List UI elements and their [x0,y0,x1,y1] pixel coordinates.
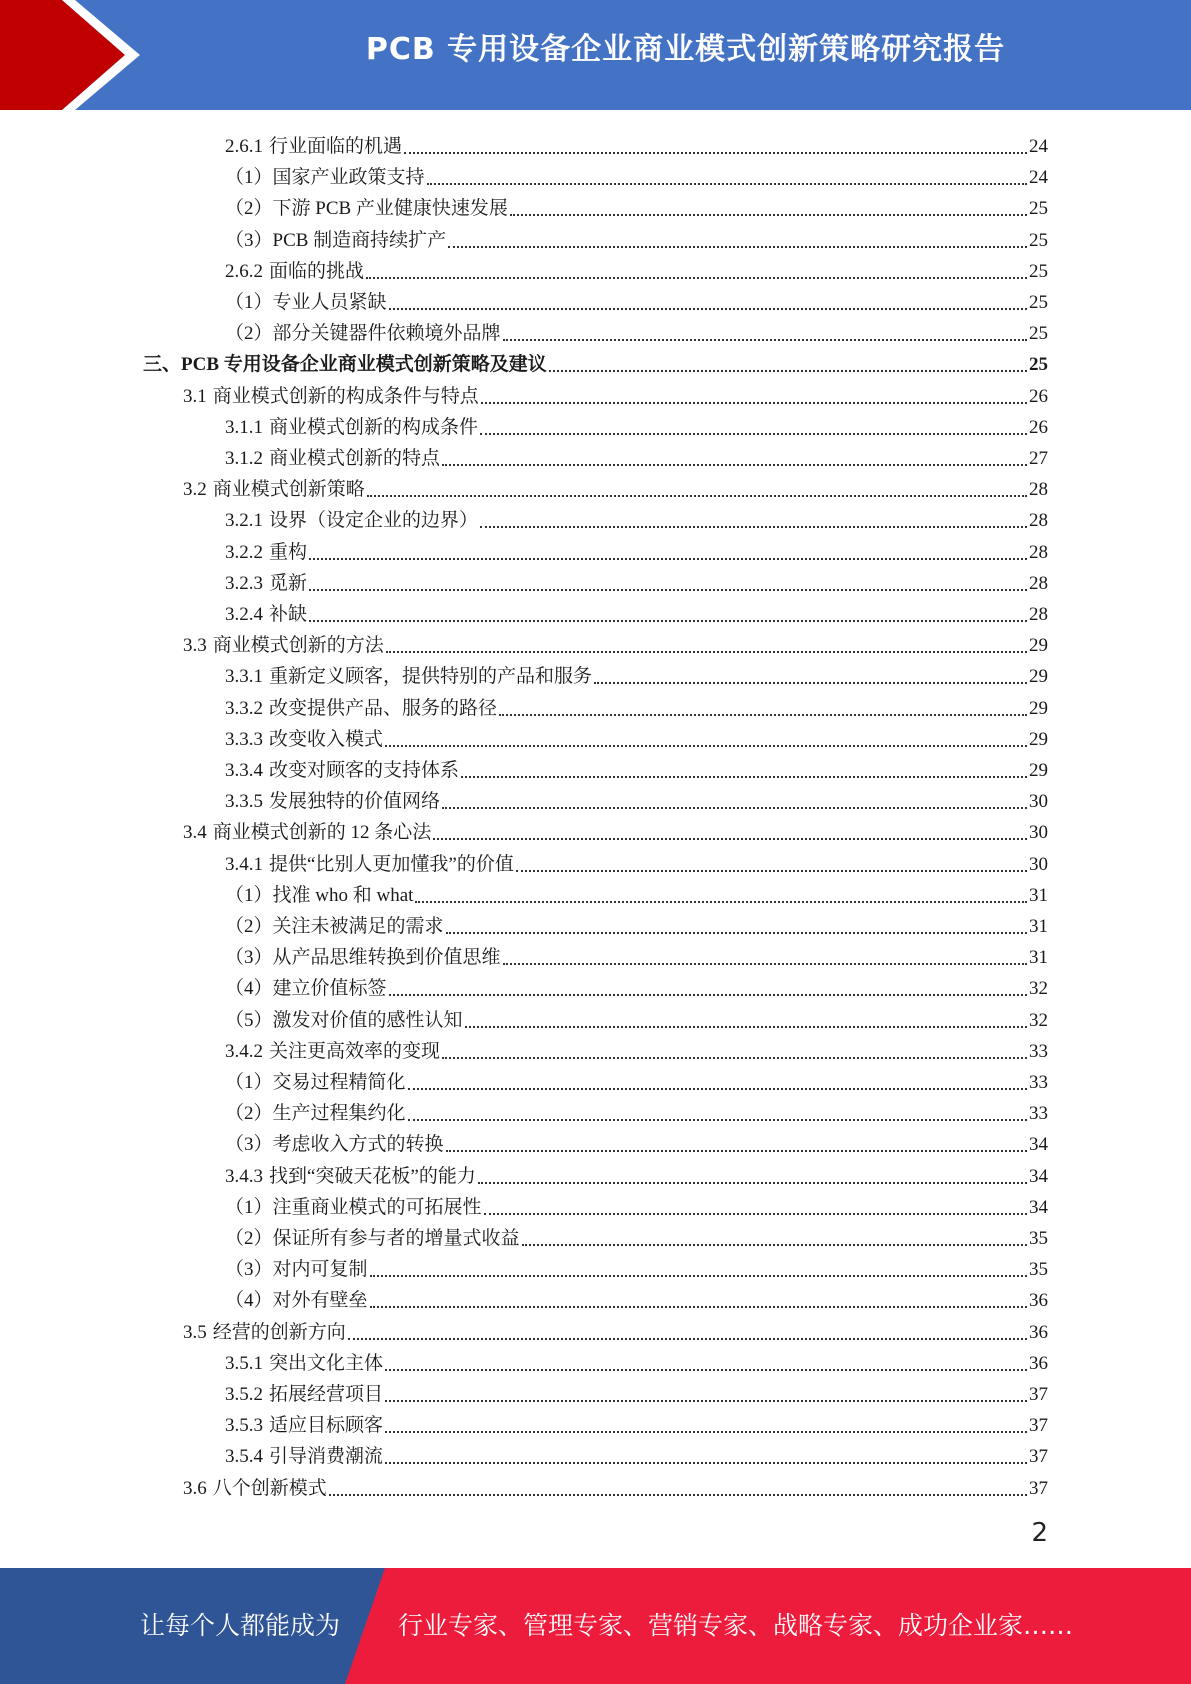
toc-entry-label: 找到“突破天花板”的能力 [269,1165,476,1187]
toc-entry-label: 补缺 [269,604,308,625]
toc-entry[interactable] [225,908,1048,939]
toc-entry[interactable] [225,1064,1048,1095]
toc-page-number: 24 [1029,167,1048,189]
toc-entry-number: 三、 [143,354,182,376]
page-number: 2 [1031,1518,1048,1548]
toc-entry-label: 觅新 [269,572,308,594]
toc-page-number: 36 [1029,1352,1048,1374]
toc-page-number: 37 [1029,1477,1048,1499]
footer-slogan-left: 让每个人都能成为 [140,1611,341,1640]
toc-page-number: 25 [1029,198,1048,220]
toc-entry-title [225,260,364,284]
toc-dot-leader [389,308,1027,310]
toc-page-number: 34 [1029,1196,1048,1218]
toc-entry[interactable] [225,970,1048,1001]
toc-entry[interactable] [183,378,1048,409]
toc-dot-leader [385,1400,1027,1402]
toc-entry[interactable] [225,1158,1048,1189]
toc-entry-number: （4） [225,978,273,1000]
toc-dot-leader [465,1026,1027,1028]
toc-entry-label: 商业模式创新策略 [212,479,365,501]
toc-page-number: 29 [1029,760,1048,781]
toc-entry-number: 3.4.1 [225,853,263,875]
toc-dot-leader [446,1150,1027,1152]
toc-entry-label: 下游 PCB 产业健康快速发展 [272,198,508,220]
toc-entry[interactable] [183,1470,1048,1501]
toc-entry[interactable] [225,721,1048,752]
toc-entry[interactable] [225,1282,1048,1313]
toc-entry[interactable] [225,1220,1048,1251]
toc-entry-label: 适应目标顾客 [269,1415,384,1437]
toc-entry[interactable] [225,752,1048,783]
toc-entry-title [225,1352,383,1376]
toc-entry-number: 3.3.4 [225,760,263,781]
toc-entry-label: 改变收入模式 [269,728,384,750]
toc-dot-leader [442,464,1027,466]
header-arrow-decoration [0,0,160,110]
toc-dot-leader [448,246,1027,248]
toc-entry-title [225,1071,406,1095]
document-title: PCB 专用设备企业商业模式创新策略研究报告 [365,32,1006,67]
toc-dot-leader [348,1338,1027,1340]
toc-entry-title [225,946,501,970]
toc-entry-label: 对内可复制 [272,1259,368,1281]
toc-entry-number: 3.5.3 [225,1415,263,1437]
toc-entry-label: 商业模式创新的构成条件与特点 [212,385,479,407]
toc-entry-label: 找准 who 和 what [272,884,414,906]
toc-entry-label: PCB 专用设备企业商业模式创新策略及建议 [181,354,547,376]
toc-entry-number: 3.4 [183,822,207,844]
toc-entry-label: 重新定义顾客，提供特别的产品和服务 [269,666,593,688]
toc-entry-number: （3） [225,947,273,969]
toc-entry[interactable] [225,1376,1048,1407]
toc-entry-label: 设界（设定企业的边界） [269,510,479,532]
toc-page-number: 32 [1029,978,1048,1000]
toc-entry-label: 改变对顾客的支持体系 [269,760,460,781]
toc-page-number: 33 [1029,1040,1048,1062]
toc-dot-leader [367,495,1027,497]
toc-entry-title [225,1414,383,1438]
toc-entry-title [225,728,383,752]
toc-entry-title [183,821,431,845]
toc-page-number: 30 [1029,853,1048,875]
footer-slogan-right: 行业专家、管理专家、营销专家、战略专家、成功企业家…… [398,1611,1074,1640]
toc-page-number: 34 [1029,1134,1048,1156]
toc-dot-leader [389,994,1027,996]
toc-page-number: 28 [1029,541,1048,563]
toc-dot-leader [386,651,1027,653]
toc-entry-title [225,291,387,315]
toc-dot-leader [370,1306,1027,1308]
toc-entry-number: 3.2.2 [225,541,263,563]
toc-dot-leader [366,277,1027,279]
toc-entry[interactable] [225,939,1048,970]
toc-dot-leader [385,1369,1027,1371]
toc-entry-label: 引导消费潮流 [269,1446,384,1468]
toc-entry-number: （1） [225,292,273,313]
toc-entry-title [225,1445,383,1469]
toc-entry-label: 商业模式创新的 12 条心法 [212,822,432,844]
toc-entry-number: 3.2 [183,479,207,501]
toc-entry-label: 商业模式创新的特点 [269,448,441,469]
toc-dot-leader [329,1494,1027,1496]
toc-entry-title [225,166,425,190]
toc-page-number: 34 [1029,1165,1048,1187]
toc-entry-number: 3.1 [183,385,207,407]
toc-entry[interactable] [225,783,1048,814]
toc-entry-title [225,884,413,908]
toc-entry-title [225,665,592,689]
toc-entry-number: （3） [225,1259,273,1281]
toc-dot-leader [442,807,1027,809]
toc-entry-number: 3.3.1 [225,666,263,688]
toc-entry-title [225,1040,440,1064]
toc-dot-leader [385,1431,1027,1433]
toc-entry-title [225,1196,482,1220]
toc-entry-number: （1） [225,1072,273,1093]
toc-page-number: 31 [1029,916,1048,937]
toc-entry-title [225,1009,463,1033]
toc-entry-number: 3.3.2 [225,697,263,719]
toc-entry[interactable] [225,596,1048,627]
toc-page-number: 28 [1029,479,1048,501]
toc-entry[interactable] [225,1095,1048,1126]
toc-dot-leader [499,714,1027,716]
toc-page-number: 31 [1029,884,1048,906]
toc-entry[interactable] [225,253,1048,284]
toc-page-number: 33 [1029,1072,1048,1093]
toc-dot-leader [522,1244,1027,1246]
toc-entry[interactable] [225,1126,1048,1157]
toc-dot-leader [385,745,1027,747]
toc-page-number: 27 [1029,448,1048,469]
toc-entry-number: （3） [225,1134,273,1156]
toc-entry-label: 商业模式创新的方法 [212,635,384,657]
toc-page-number: 26 [1029,385,1048,407]
toc-dot-leader [503,339,1027,341]
toc-entry-number: 3.2.3 [225,572,263,594]
toc-page-number: 33 [1029,1103,1048,1125]
toc-entry-title [225,447,440,471]
toc-page-number: 24 [1029,136,1048,157]
toc-page-number: 29 [1029,666,1048,688]
toc-entry-label: 部分关键器件依赖境外品牌 [272,323,501,345]
toc-entry[interactable] [183,1314,1048,1345]
toc-entry-number: 3.3 [183,635,207,657]
toc-dot-leader [309,620,1027,622]
toc-entry-label: 国家产业政策支持 [272,167,425,189]
toc-entry-number: （1） [225,1196,273,1218]
toc-page-number: 35 [1029,1259,1048,1281]
toc-entry-label: 生产过程集约化 [272,1103,406,1125]
toc-dot-leader [510,214,1027,216]
toc-entry-label: 考虑收入方式的转换 [272,1134,444,1156]
toc-entry-label: 注重商业模式的可拓展性 [272,1196,482,1218]
toc-entry-number: 3.3.5 [225,791,263,813]
toc-entry[interactable] [225,502,1048,533]
toc-page-number: 36 [1029,1321,1048,1343]
toc-page-number: 29 [1029,728,1048,750]
toc-dot-leader [446,932,1027,934]
toc-entry-label: 保证所有参与者的增量式收益 [272,1228,520,1249]
toc-entry-label: 关注未被满足的需求 [272,916,444,937]
toc-entry[interactable] [225,284,1048,315]
toc-entry-title [183,1321,346,1345]
toc-entry-number: （2） [225,198,273,220]
toc-entry-label: 商业模式创新的构成条件 [269,416,479,438]
toc-dot-leader [427,183,1027,185]
toc-dot-leader [478,1182,1027,1184]
toc-entry-number: 3.2.4 [225,604,263,625]
toc-entry-title [225,759,459,783]
toc-page-number: 30 [1029,791,1048,813]
toc-dot-leader [549,370,1027,372]
toc-entry-title [225,1133,444,1157]
toc-entry[interactable] [183,627,1048,658]
toc-entry-number: （1） [225,167,273,189]
toc-entry[interactable] [225,222,1048,253]
toc-entry-title [225,1258,368,1282]
toc-entry-title [225,603,307,627]
toc-entry-number: 3.5.1 [225,1352,263,1374]
toc-entry-number: （4） [225,1290,273,1312]
toc-entry[interactable] [143,346,1048,377]
toc-entry-title [225,977,387,1001]
toc-dot-leader [480,433,1027,435]
toc-page-number: 25 [1029,229,1048,251]
toc-entry[interactable] [183,814,1048,845]
toc-entry-title [225,1102,406,1126]
toc-entry-label: 面临的挑战 [269,260,365,282]
toc-entry-title [225,1227,520,1251]
toc-entry[interactable] [225,1002,1048,1033]
toc-page-number: 29 [1029,697,1048,719]
toc-entry[interactable] [225,1438,1048,1469]
toc-dot-leader [385,1462,1027,1464]
toc-entry-number: （2） [225,1228,273,1249]
toc-entry-number: （2） [225,1103,273,1125]
toc-entry-number: （2） [225,323,273,345]
toc-entry-number: 3.5.2 [225,1384,263,1405]
toc-entry[interactable] [225,1407,1048,1438]
toc-dot-leader [516,870,1027,872]
toc-entry-number: 3.1.2 [225,448,263,469]
toc-entry-label: 改变提供产品、服务的路径 [269,697,498,719]
toc-entry-title [225,572,307,596]
toc-page-number: 25 [1029,260,1048,282]
toc-entry[interactable] [225,658,1048,689]
toc-entry[interactable] [183,471,1048,502]
toc-dot-leader [594,682,1027,684]
toc-entry-label: 重构 [269,541,308,563]
toc-entry-number: 3.1.1 [225,416,263,438]
toc-entry-number: 3.5 [183,1321,207,1343]
toc-entry-title [183,634,384,658]
toc-entry-label: 专业人员紧缺 [272,292,387,313]
toc-entry-title [225,915,444,939]
toc-page-number: 37 [1029,1446,1048,1468]
toc-dot-leader [309,589,1027,591]
toc-page-number: 37 [1029,1415,1048,1437]
toc-entry-number: 3.6 [183,1477,207,1499]
toc-entry[interactable] [225,1033,1048,1064]
toc-page-number: 26 [1029,416,1048,438]
toc-entry-number: （1） [225,884,273,906]
toc-entry-label: 对外有壁垒 [272,1290,368,1312]
toc-entry-title [143,353,547,377]
toc-dot-leader [309,558,1027,560]
toc-page-number: 28 [1029,510,1048,532]
toc-dot-leader [433,838,1027,840]
toc-entry[interactable] [225,565,1048,596]
toc-entry-number: （5） [225,1009,273,1031]
toc-entry-title [225,416,478,440]
toc-entry-number: 3.4.2 [225,1040,263,1062]
toc-dot-leader [484,1213,1027,1215]
toc-page-number: 28 [1029,604,1048,625]
toc-entry[interactable] [225,1189,1048,1220]
toc-dot-leader [415,901,1027,903]
toc-entry-label: 行业面临的机遇 [269,136,403,157]
toc-entry-label: 激发对价值的感性认知 [272,1009,463,1031]
toc-dot-leader [408,1088,1027,1090]
toc-entry-title [225,229,446,253]
toc-entry-title [183,385,479,409]
toc-page-number: 36 [1029,1290,1048,1312]
toc-entry-label: 八个创新模式 [212,1477,327,1499]
toc-entry-number: 3.4.3 [225,1165,263,1187]
toc-entry-title [225,853,514,877]
footer-banner [0,1568,1191,1684]
toc-entry[interactable] [225,440,1048,471]
toc-page-number: 25 [1029,292,1048,313]
toc-entry[interactable] [225,690,1048,721]
toc-entry[interactable] [225,159,1048,190]
toc-entry-label: PCB 制造商持续扩产 [272,229,447,251]
toc-entry-title [225,135,402,159]
toc-entry-title [225,1165,476,1189]
toc-entry-label: 建立价值标签 [272,978,387,1000]
toc-entry-title [225,509,478,533]
toc-entry[interactable] [225,190,1048,221]
toc-entry-title [225,1383,383,1407]
toc-entry-number: （3） [225,229,273,251]
toc-entry-title [183,1477,327,1501]
header-bar [0,0,1191,110]
toc-entry[interactable] [225,1345,1048,1376]
toc-entry-number: （2） [225,916,273,937]
toc-page-number: 28 [1029,572,1048,594]
toc-entry-title [225,322,501,346]
toc-entry-number: 2.6.1 [225,136,263,157]
toc-page-number: 30 [1029,822,1048,844]
toc-entry-label: 交易过程精简化 [272,1072,406,1093]
toc-entry[interactable] [225,534,1048,565]
toc-page-number: 35 [1029,1228,1048,1249]
toc-entry-label: 拓展经营项目 [269,1384,384,1405]
toc-entry-number: 3.3.3 [225,728,263,750]
toc-dot-leader [503,963,1027,965]
toc-entry[interactable] [225,315,1048,346]
toc-entry-label: 经营的创新方向 [212,1321,346,1343]
toc-entry-title [225,790,440,814]
toc-entry-label: 提供“比别人更加懂我”的价值 [269,853,514,875]
toc-entry-label: 从产品思维转换到价值思维 [272,947,501,969]
toc-page-number: 29 [1029,635,1048,657]
toc-entry-title [225,541,307,565]
toc-entry-number: 2.6.2 [225,260,263,282]
toc-entry-number: 3.2.1 [225,510,263,532]
toc-entry[interactable] [225,1251,1048,1282]
toc-page-number: 25 [1029,323,1048,345]
toc-page-number: 32 [1029,1009,1048,1031]
toc-entry[interactable] [225,128,1048,159]
toc-dot-leader [370,1275,1027,1277]
toc-entry-number: 3.5.4 [225,1446,263,1468]
toc-entry-label: 关注更高效率的变现 [269,1040,441,1062]
toc-dot-leader [481,402,1027,404]
toc-page-number: 37 [1029,1384,1048,1405]
toc-page-number: 31 [1029,947,1048,969]
toc-entry-label: 发展独特的价值网络 [269,791,441,813]
toc-dot-leader [461,776,1027,778]
toc-entry[interactable] [225,846,1048,877]
toc-entry-label: 突出文化主体 [269,1352,384,1374]
toc-dot-leader [408,1119,1027,1121]
toc-page-number: 25 [1029,354,1048,376]
toc-entry[interactable] [225,409,1048,440]
toc-entry-title [225,197,508,221]
toc-dot-leader [442,1057,1027,1059]
toc-dot-leader [404,152,1027,154]
toc-entry[interactable] [225,877,1048,908]
toc-entry-title [225,1289,368,1313]
toc-entry-title [225,697,497,721]
toc-dot-leader [480,526,1027,528]
toc-entry-title [183,478,365,502]
